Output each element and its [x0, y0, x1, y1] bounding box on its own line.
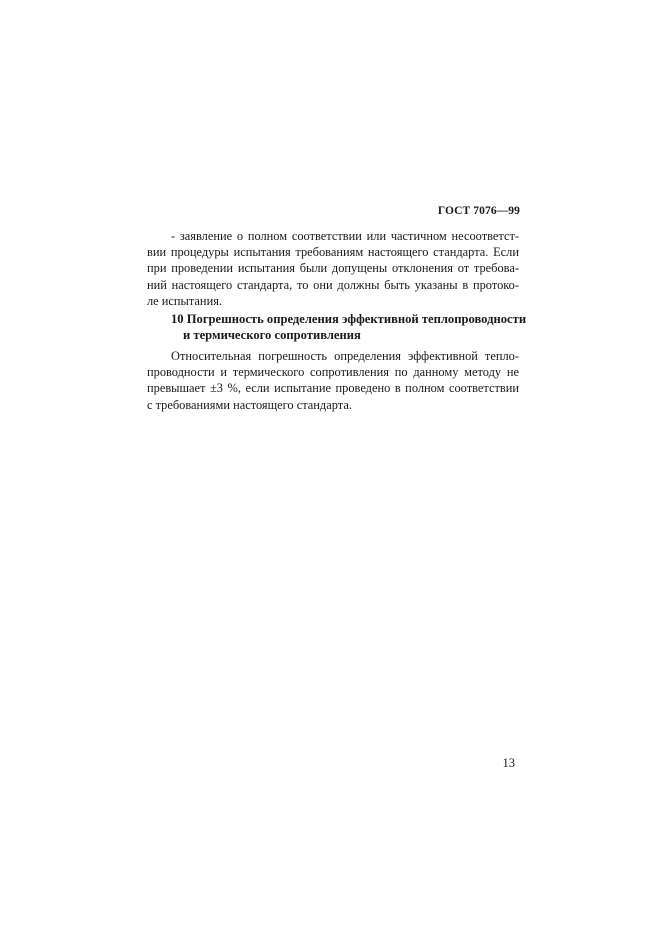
text-line: проводности и термического сопротивления по данному методу не	[147, 365, 519, 380]
section-10-title	[171, 311, 527, 343]
text-line: с требованиями настоящего стандарта.	[147, 397, 352, 412]
text-line: ле испытания.	[147, 293, 222, 308]
section-10-body	[147, 348, 519, 413]
text-line: превышает ±3 %, если испытание проведено в полном соответствии	[147, 381, 519, 396]
text-line: Относительная погрешность определения эффективной тепло-	[171, 349, 519, 363]
text-line: ний настоящего стандарта, то они должны быть указаны в протоко-	[147, 277, 519, 292]
title-line: и термического сопротивления	[183, 328, 361, 342]
title-line: 10 Погрешность определения эффективной теплопроводности	[171, 312, 527, 326]
text-line: вии процедуры испытания требованиям настоящего стандарта. Если	[147, 245, 519, 260]
text-line: - заявление о полном соответствии или частичном несоответст-	[171, 229, 519, 243]
paragraph-statement	[147, 228, 519, 309]
document-code: ГОСТ 7076—99	[437, 205, 520, 217]
text-line: при проведении испытания были допущены отклонения от требова-	[147, 261, 519, 276]
page-number: 13	[502, 756, 515, 770]
